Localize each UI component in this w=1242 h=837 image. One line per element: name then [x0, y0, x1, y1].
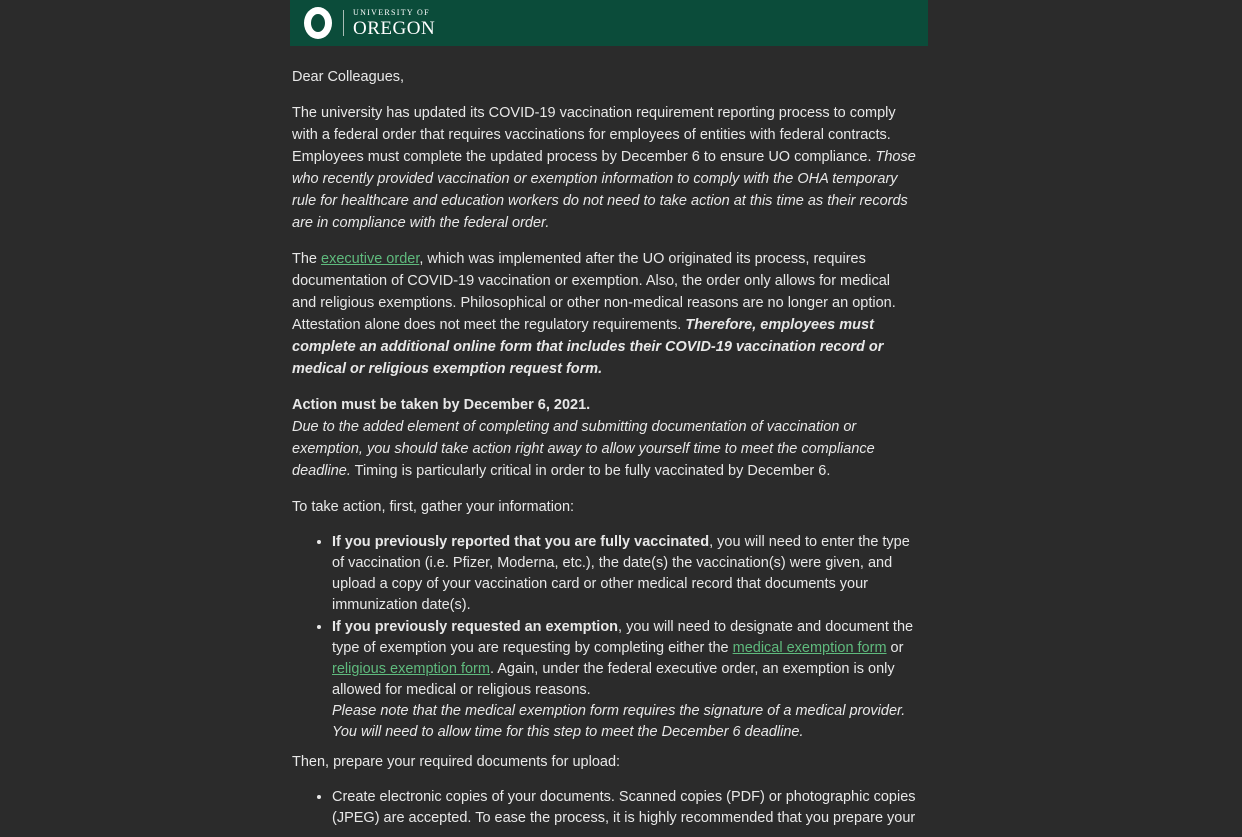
gather-info-intro: To take action, first, gather your information:	[292, 499, 575, 515]
salutation: Dear Colleagues,	[292, 69, 405, 85]
list-item-2-text: , you will need to designate and document the type of exemption you are requesting by completing either the	[332, 619, 914, 656]
uo-header-band	[290, 0, 928, 46]
action-list	[292, 532, 918, 743]
paragraph-2-emphasis: Therefore, employees must complete an additional online form that includes their COVID-19 vaccination record or medical or religious exemption request form.	[292, 317, 884, 377]
list-item-1-text: , you will need to enter the type of vaccination (i.e. Pfizer, Moderna, etc.), the date(s) the vaccination(s) were given, and upload a copy of your vaccination card or other medical record that documents your immunization date(s).	[332, 534, 910, 613]
prepare-documents-intro: Then, prepare your required documents for upload:	[292, 754, 621, 770]
paragraph-2-pre: The	[292, 251, 322, 267]
uo-wordmark-line1: UNIVERSITY OF	[353, 7, 430, 17]
paragraph-2	[292, 248, 918, 380]
paragraph-3	[292, 394, 918, 482]
paragraph-2-mid: , which was implemented after the UO originated its process, requires documentation of COVID-19 vaccination or exemption. Also, the order only allows for medical and religious exemptions. Philosophical or other non-medical reasons are no longer an option. Attestation alone does not meet the regulatory requirements.	[292, 251, 896, 333]
logo-divider	[343, 10, 344, 36]
paragraph-1	[292, 102, 918, 234]
list-item-2-bold: If you previously requested an exemption	[332, 619, 619, 635]
uo-wordmark	[353, 9, 435, 38]
uo-o-mark-icon	[302, 6, 334, 40]
deadline-italic: Due to the added element of completing and submitting documentation of vaccination or exemption, you should take action right away to allow yourself time to meet the compliance deadline.	[292, 419, 875, 479]
list-item	[332, 532, 918, 616]
medical-exemption-form-link[interactable]: medical exemption form	[732, 640, 887, 656]
list-item-2-note: Please note that the medical exemption form requires the signature of a medical provider. You will need to allow time for this step to meet the December 6 deadline.	[332, 703, 906, 740]
list-item-1-bold: If you previously reported that you are fully vaccinated	[332, 534, 710, 550]
email-content	[290, 46, 928, 829]
uo-wordmark-line2: OREGON	[353, 17, 436, 39]
uo-logo	[302, 6, 435, 40]
list-item-2-text2: . Again, under the federal executive order, an exemption is only allowed for medical or religious reasons.	[332, 661, 895, 698]
paragraph-1-italic: Those who recently provided vaccination or exemption information to comply with the OHA temporary rule for healthcare and education workers do not need to take action at this time as their records are in compliance with the federal order.	[292, 149, 916, 231]
executive-order-link[interactable]: executive order	[321, 251, 420, 267]
email-body-container	[290, 0, 928, 837]
paragraph-1-text: The university has updated its COVID-19 vaccination requirement reporting process to comply with a federal order that requires vaccinations for employees of entities with federal contracts. Employees must complete the updated process by December 6 to ensure UO compliance.	[292, 105, 896, 165]
list-item	[332, 617, 918, 743]
deadline-tail: Timing is particularly critical in order to be fully vaccinated by December 6.	[350, 463, 831, 479]
documents-list	[292, 787, 918, 829]
list-item: • Create electronic copies of your documents. Scanned copies (PDF) or photographic copies (JPEG) are accepted. To ease the process, it is highly recommended that you prepare your	[332, 787, 918, 829]
list-item-2-mid: or	[886, 640, 904, 656]
religious-exemption-form-link[interactable]: religious exemption form	[332, 661, 490, 677]
deadline-heading: Action must be taken by December 6, 2021.	[292, 397, 591, 413]
